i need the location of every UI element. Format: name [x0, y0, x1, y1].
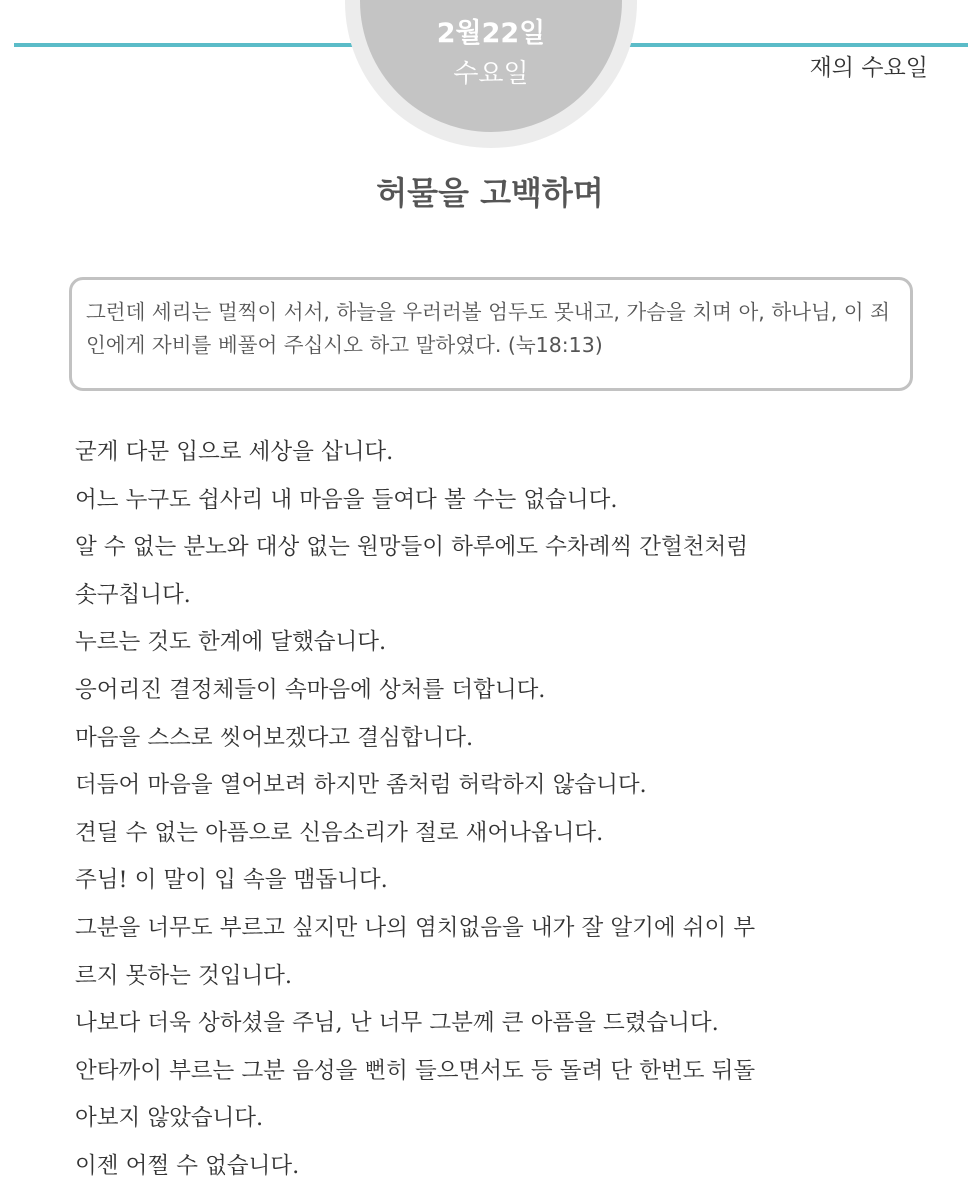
- body-line: 마음을 스스로 씻어보겠다고 결심합니다.: [75, 724, 474, 751]
- meditation-body: [75, 429, 875, 1191]
- body-line: 굳게 다문 입으로 세상을 삽니다.: [75, 439, 394, 465]
- body-line: 더듬어 마음을 열어보려 하지만 좀처럼 허락하지 않습니다.: [75, 772, 647, 799]
- page-title: 허물을 고백하며: [376, 174, 604, 212]
- body-line: 나보다 더욱 상하셨을 주님, 난 너무 그분께 큰 아픔을 드렸습니다.: [75, 1010, 719, 1037]
- body-line: 응어리진 결정체들이 속마음에 상처를 더합니다.: [75, 676, 546, 703]
- header-divider-right: [616, 43, 968, 47]
- body-line: 주님! 이 말이 입 속을 맴돕니다.: [75, 867, 388, 894]
- date-label: 2월22일: [436, 18, 546, 49]
- body-line: 아보지 않았습니다.: [75, 1105, 264, 1132]
- body-line: 견딜 수 없는 아픔으로 신음소리가 절로 새어나옵니다.: [75, 819, 604, 846]
- header-divider-left: [14, 43, 364, 47]
- body-line: 누르는 것도 한계에 달했습니다.: [75, 629, 387, 656]
- liturgical-day-label: 재의 수요일: [809, 55, 928, 81]
- body-line: 솟구칩니다.: [75, 581, 191, 608]
- body-line: 어느 누구도 쉽사리 내 마음을 들여다 볼 수는 없습니다.: [75, 486, 618, 513]
- body-line: 그분을 너무도 부르고 싶지만 나의 염치없음을 내가 잘 알기에 쉬이 부: [75, 914, 756, 941]
- weekday-label: 수요일: [453, 59, 529, 89]
- body-line: 르지 못하는 것입니다.: [75, 962, 293, 989]
- scripture-verse-box: 그런데 세리는 멀찍이 서서, 하늘을 우러러볼 엄두도 못내고, 가슴을 치며 아, 하나님, 이 죄인에게 자비를 베풀어 주십시오 하고 말하였다. (눅18:13): [69, 277, 913, 391]
- body-line: 이젠 어쩔 수 없습니다.: [75, 1152, 300, 1179]
- body-line: 안타까이 부르는 그분 음성을 뻔히 들으면서도 등 돌려 단 한번도 뒤돌: [75, 1057, 756, 1084]
- body-line: 알 수 없는 분노와 대상 없는 원망들이 하루에도 수차례씩 간헐천처럼: [75, 534, 748, 561]
